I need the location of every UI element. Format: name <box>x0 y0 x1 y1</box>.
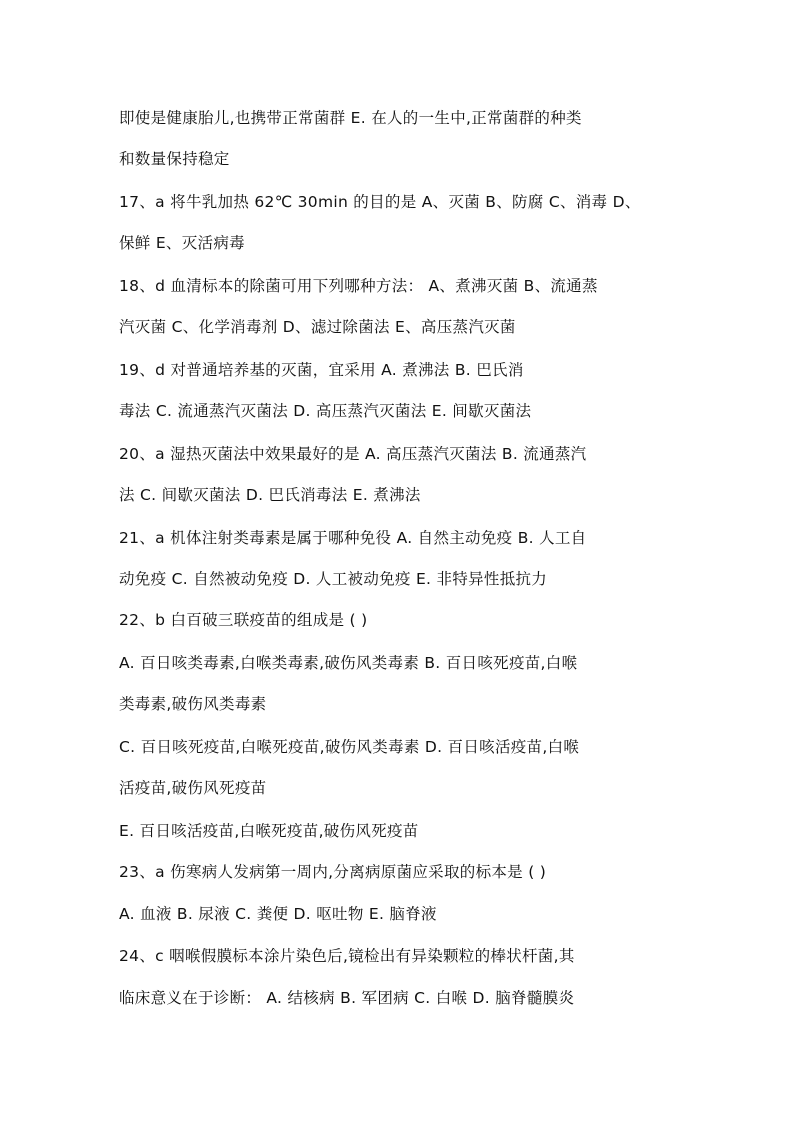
text-line: 活疫苗,破伤风死疫苗 <box>119 779 267 797</box>
text-line: 毒法 C. 流通蒸汽灭菌法 D. 高压蒸汽灭菌法 E. 间歇灭菌法 <box>119 402 532 420</box>
text-line: 临床意义在于诊断： A. 结核病 B. 军团病 C. 白喉 D. 脑脊髓膜炎 <box>119 989 575 1007</box>
text-line: 23、a 伤寒病人发病第一周内,分离病原菌应采取的标本是 ( ) <box>119 863 547 881</box>
text-line: 汽灭菌 C、化学消毒剂 D、滤过除菌法 E、高压蒸汽灭菌 <box>119 318 516 336</box>
text-line: 20、a 湿热灭菌法中效果最好的是 A. 高压蒸汽灭菌法 B. 流通蒸汽 <box>119 445 587 463</box>
text-line: 类毒素,破伤风类毒素 <box>119 695 267 713</box>
text-line: 和数量保持稳定 <box>119 150 230 168</box>
text-line: A. 百日咳类毒素,白喉类毒素,破伤风类毒素 B. 百日咳死疫苗,白喉 <box>119 654 578 672</box>
text-line: E. 百日咳活疫苗,白喉死疫苗,破伤风死疫苗 <box>119 822 419 840</box>
text-line: A. 血液 B. 尿液 C. 粪便 D. 呕吐物 E. 脑脊液 <box>119 905 437 923</box>
text-line: 21、a 机体注射类毒素是属于哪种免役 A. 自然主动免疫 B. 人工自 <box>119 529 587 547</box>
text-line: 法 C. 间歇灭菌法 D. 巴氏消毒法 E. 煮沸法 <box>119 486 421 504</box>
text-line: 24、c 咽喉假膜标本涂片染色后,镜检出有异染颗粒的棒状杆菌,其 <box>119 947 575 965</box>
text-line: 动免疫 C. 自然被动免疫 D. 人工被动免疫 E. 非特异性抵抗力 <box>119 570 548 588</box>
text-line: 19、d 对普通培养基的灭菌，宜采用 A. 煮沸法 B. 巴氏消 <box>119 361 524 379</box>
text-line: 保鲜 E、灭活病毒 <box>119 234 245 252</box>
text-line: 18、d 血清标本的除菌可用下列哪种方法： A、煮沸灭菌 B、流通蒸 <box>119 277 598 295</box>
text-line: 即使是健康胎儿,也携带正常菌群 E. 在人的一生中,正常菌群的种类 <box>119 109 582 127</box>
text-line: 22、b 白百破三联疫苗的组成是 ( ) <box>119 611 368 629</box>
text-line: 17、a 将牛乳加热 62℃ 30min 的目的是 A、灭菌 B、防腐 C、消毒 D、 <box>119 193 641 211</box>
text-line: C. 百日咳死疫苗,白喉死疫苗,破伤风类毒素 D. 百日咳活疫苗,白喉 <box>119 738 580 756</box>
